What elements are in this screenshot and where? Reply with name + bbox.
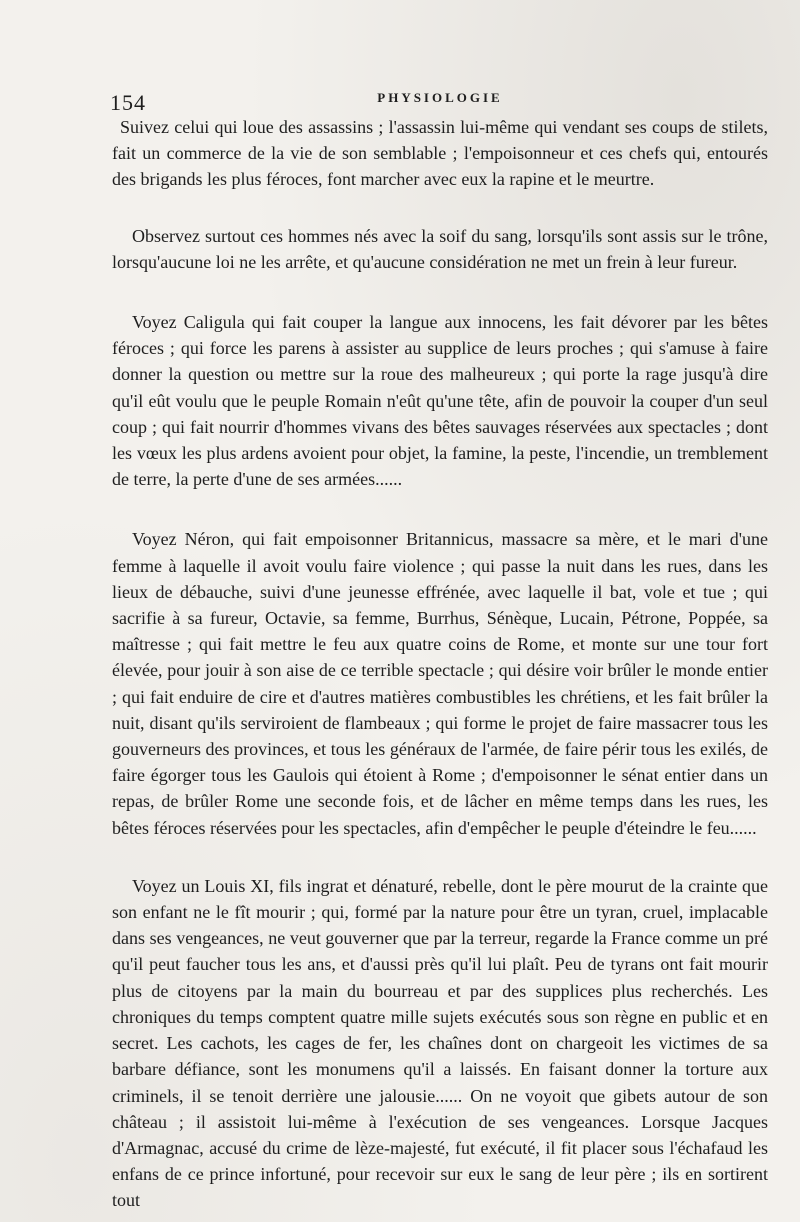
running-title: PHYSIOLOGIE [377,90,503,105]
paragraph-assassins: Suivez celui qui loue des assassins ; l'assassin lui-même qui vendant ses coups de stilets, fait un commerce de la vie de son semblable ; l'empoisonneur et ces chefs qui, entourés des brigands les plus féroces, font marcher avec eux la rapine et le meurtre. [112,117,768,190]
paragraph-neron: Voyez Néron, qui fait empoisonner Britannicus, massacre sa mère, et le mari d'une femme à laquelle il avoit voulu faire violence ; qui passe la nuit dans les rues, dans les lieux de débauche, suivi d'une jeunesse effrénée, avec laquelle il bat, vole et tue ; qui sacrifie à sa fureur, Octavie, sa femme, Burrhus, Sénèque, Lucain, Pétrone, Poppée, sa maîtresse ; qui fait mettre le feu aux quatre coins de Rome, et monte sur une tour fort élevée, pour jouir à son aise de ce terrible spectacle ; qui désire voir brûler le monde entier ; qui fait enduire de cire et d'autres matières combustibles les chrétiens, et les fait brûler la nuit, disant qu'ils serviroient de flambeaux ; qui forme le projet de faire massacrer tous les gouverneurs des provinces, et tous les généraux de l'armée, de faire périr tous les exilés, de faire égorger tous les Gaulois qui étoient à Rome ; d'empoisonner le sénat entier dans un repas, de brûler Rome une seconde fois, et de lâcher en même temps dans les rues, les bêtes féroces réservées pour les spectacles, afin d'empêcher le peuple d'éteindre le feu...... [112,529,768,838]
paragraph-tyrants: Observez surtout ces hommes nés avec la soif du sang, lorsqu'ils sont assis sur le trône, lorsqu'aucune loi ne les arrête, et qu'aucune considération ne met un frein à leur fureur. [112,225,768,272]
running-head [110,84,770,114]
page-number: 154 [110,90,146,115]
page-body [112,114,768,1214]
paragraph-caligula: Voyez Caligula qui fait couper la langue aux innocens, les fait dévorer par les bêtes féroces ; qui force les parens à assister au supplice de leurs proches ; qui s'amuse à faire donner la question ou mettre sur la roue des malheureux ; qui porte la rage jusqu'à dire qu'il eût voulu que le peuple Romain n'eût qu'une tête, afin de pouvoir la couper d'un seul coup ; qui fait nourrir d'hommes vivans des bêtes sauvages réservées aux spectacles ; dont les vœux les plus ardens avoient pour objet, la famine, la peste, l'incendie, un tremblement de terre, la perte d'une de ses armées...... [112,312,768,490]
paragraph-louis-xi: Voyez un Louis XI, fils ingrat et dénaturé, rebelle, dont le père mourut de la crainte que son enfant ne le fît mourir ; qui, formé par la nature pour être un tyran, cruel, implacable dans ses vengeances, ne veut gouverner que par la terreur, regarde la France comme un pré qu'il peut faucher tous les ans, et d'aussi près qu'il lui plaît. Peu de tyrans ont fait mourir plus de citoyens par la main du bourreau et par des supplices plus recherchés. Les chroniques du temps comptent quatre mille sujets exécutés sous son règne en public et en secret. Les cachots, les cages de fer, les chaînes dont on chargeoit les victimes de sa barbare défiance, sont les monumens qu'il a laissés. En faisant donner la torture aux criminels, il se tenoit derrière une jalousie...... On ne voyoit que gibets autour de son château ; il assistoit lui-même à l'exécution de ses vengeances. Lorsque Jacques d'Armagnac, accusé du crime de lèze-majesté, fut exécuté, il fit placer sous l'échafaud les enfans de ce prince infortuné, pour recevoir sur eux le sang de leur père ; ils en sortirent tout [112,875,768,1211]
